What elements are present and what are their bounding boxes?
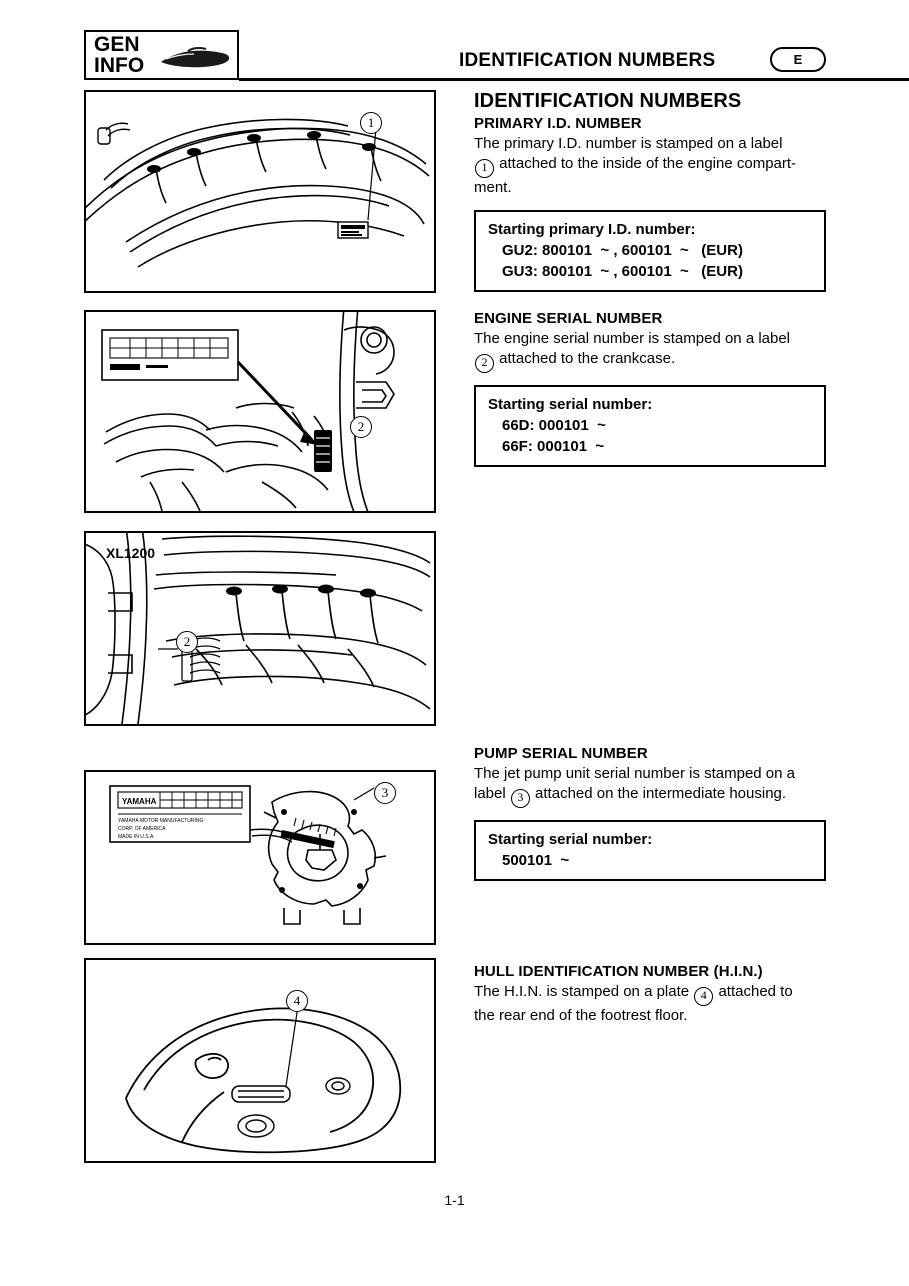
watercraft-icon — [158, 46, 232, 70]
serial-label-callout-plate — [102, 330, 238, 380]
page-title: IDENTIFICATION NUMBERS — [459, 50, 716, 71]
primary-id-text-last: ment. — [474, 179, 512, 196]
primary-id-heading: PRIMARY I.D. NUMBER — [474, 115, 642, 132]
engine-serial-spec-line-1: 66D: 000101 ~ — [502, 417, 606, 434]
id-label-plate — [338, 222, 368, 238]
engine-serial-section — [474, 310, 826, 467]
section-tab-line2: INFO — [94, 54, 145, 77]
engine-serial-paragraph — [474, 329, 826, 373]
inline-callout-1: 1 — [475, 159, 494, 178]
xl1200-engine-figure — [84, 531, 436, 726]
figure-model-label: XL1200 — [106, 545, 156, 561]
pump-serial-section — [474, 745, 826, 881]
inline-callout-4: 4 — [694, 987, 713, 1006]
engine-serial-text-after: attached to the crankcase. — [499, 350, 676, 367]
pump-serial-text-after: attached on the intermediate housing. — [535, 785, 787, 802]
hull-id-text-after: attached to — [718, 983, 793, 1000]
svg-text:MADE IN U.S.A.: MADE IN U.S.A. — [118, 834, 155, 840]
pump-serial-text-mid: label — [474, 785, 506, 802]
inline-callout-3: 3 — [511, 789, 530, 808]
hull-id-paragraph — [474, 982, 826, 1026]
pump-serial-paragraph — [474, 764, 826, 808]
svg-text:CORP. OF AMERICA: CORP. OF AMERICA — [118, 826, 166, 832]
svg-text:YAMAHA MOTOR MANUFACTURING: YAMAHA MOTOR MANUFACTURING — [118, 818, 204, 824]
page-header — [84, 30, 825, 82]
page-number: 1-1 — [444, 1192, 465, 1208]
xl1200-engine-illustration — [86, 533, 434, 724]
figure-callout-3: 3 — [374, 782, 396, 804]
main-heading: IDENTIFICATION NUMBERS — [474, 90, 742, 112]
engine-serial-label-figure — [84, 310, 436, 513]
engine-serial-spec-title: Starting serial number: — [488, 396, 653, 413]
hull-id-heading: HULL IDENTIFICATION NUMBER (H.I.N.) — [474, 963, 763, 980]
primary-id-spec-line-2: GU3: 800101 ~ , 600101 ~ (EUR) — [502, 263, 743, 280]
section-tab-gen-info — [84, 30, 239, 80]
figure-callout-4: 4 — [286, 990, 308, 1012]
figure-callout-2b: 2 — [176, 631, 198, 653]
inline-callout-2: 2 — [475, 354, 494, 373]
hull-id-text-before: The H.I.N. is stamped on a plate — [474, 983, 690, 1000]
section-tab-label — [86, 34, 160, 76]
engine-compartment-label-figure — [84, 90, 436, 293]
svg-text:YAMAHA: YAMAHA — [122, 797, 157, 806]
page-footer — [0, 1192, 909, 1208]
pump-serial-text-before: The jet pump unit serial number is stamped on a — [474, 765, 795, 782]
primary-id-text-after: attached to the inside of the engine compart- — [499, 155, 797, 172]
pump-serial-plate — [110, 786, 250, 842]
primary-id-text-before: The primary I.D. number is stamped on a label — [474, 135, 783, 152]
jet-pump-serial-figure — [84, 770, 436, 945]
figure-callout-1: 1 — [360, 112, 382, 134]
hull-plate-illustration — [86, 960, 434, 1161]
hull-id-section — [474, 963, 826, 1026]
header-divider — [239, 78, 909, 81]
hull-identification-plate-figure — [84, 958, 436, 1163]
engine-serial-text-before: The engine serial number is stamped on a label — [474, 330, 791, 347]
primary-id-paragraph — [474, 134, 826, 198]
primary-id-section — [474, 90, 826, 292]
hull-id-text-last: the rear end of the footrest floor. — [474, 1007, 688, 1024]
primary-id-spec-box — [474, 210, 826, 292]
pump-serial-spec-box — [474, 820, 826, 881]
engine-serial-illustration — [86, 312, 434, 511]
engine-serial-spec-line-2: 66F: 000101 ~ — [502, 438, 605, 455]
section-tab-line1: GEN — [94, 33, 140, 56]
primary-id-spec-title: Starting primary I.D. number: — [488, 221, 696, 238]
pump-serial-spec-title: Starting serial number: — [488, 831, 653, 848]
figure-callout-2: 2 — [350, 416, 372, 438]
primary-id-spec-line-1: GU2: 800101 ~ , 600101 ~ (EUR) — [502, 242, 743, 259]
pump-serial-heading: PUMP SERIAL NUMBER — [474, 745, 648, 762]
pump-serial-spec-line-1: 500101 ~ — [502, 852, 570, 869]
language-badge: E — [770, 47, 826, 72]
engine-serial-spec-box — [474, 385, 826, 467]
engine-serial-heading: ENGINE SERIAL NUMBER — [474, 310, 663, 327]
